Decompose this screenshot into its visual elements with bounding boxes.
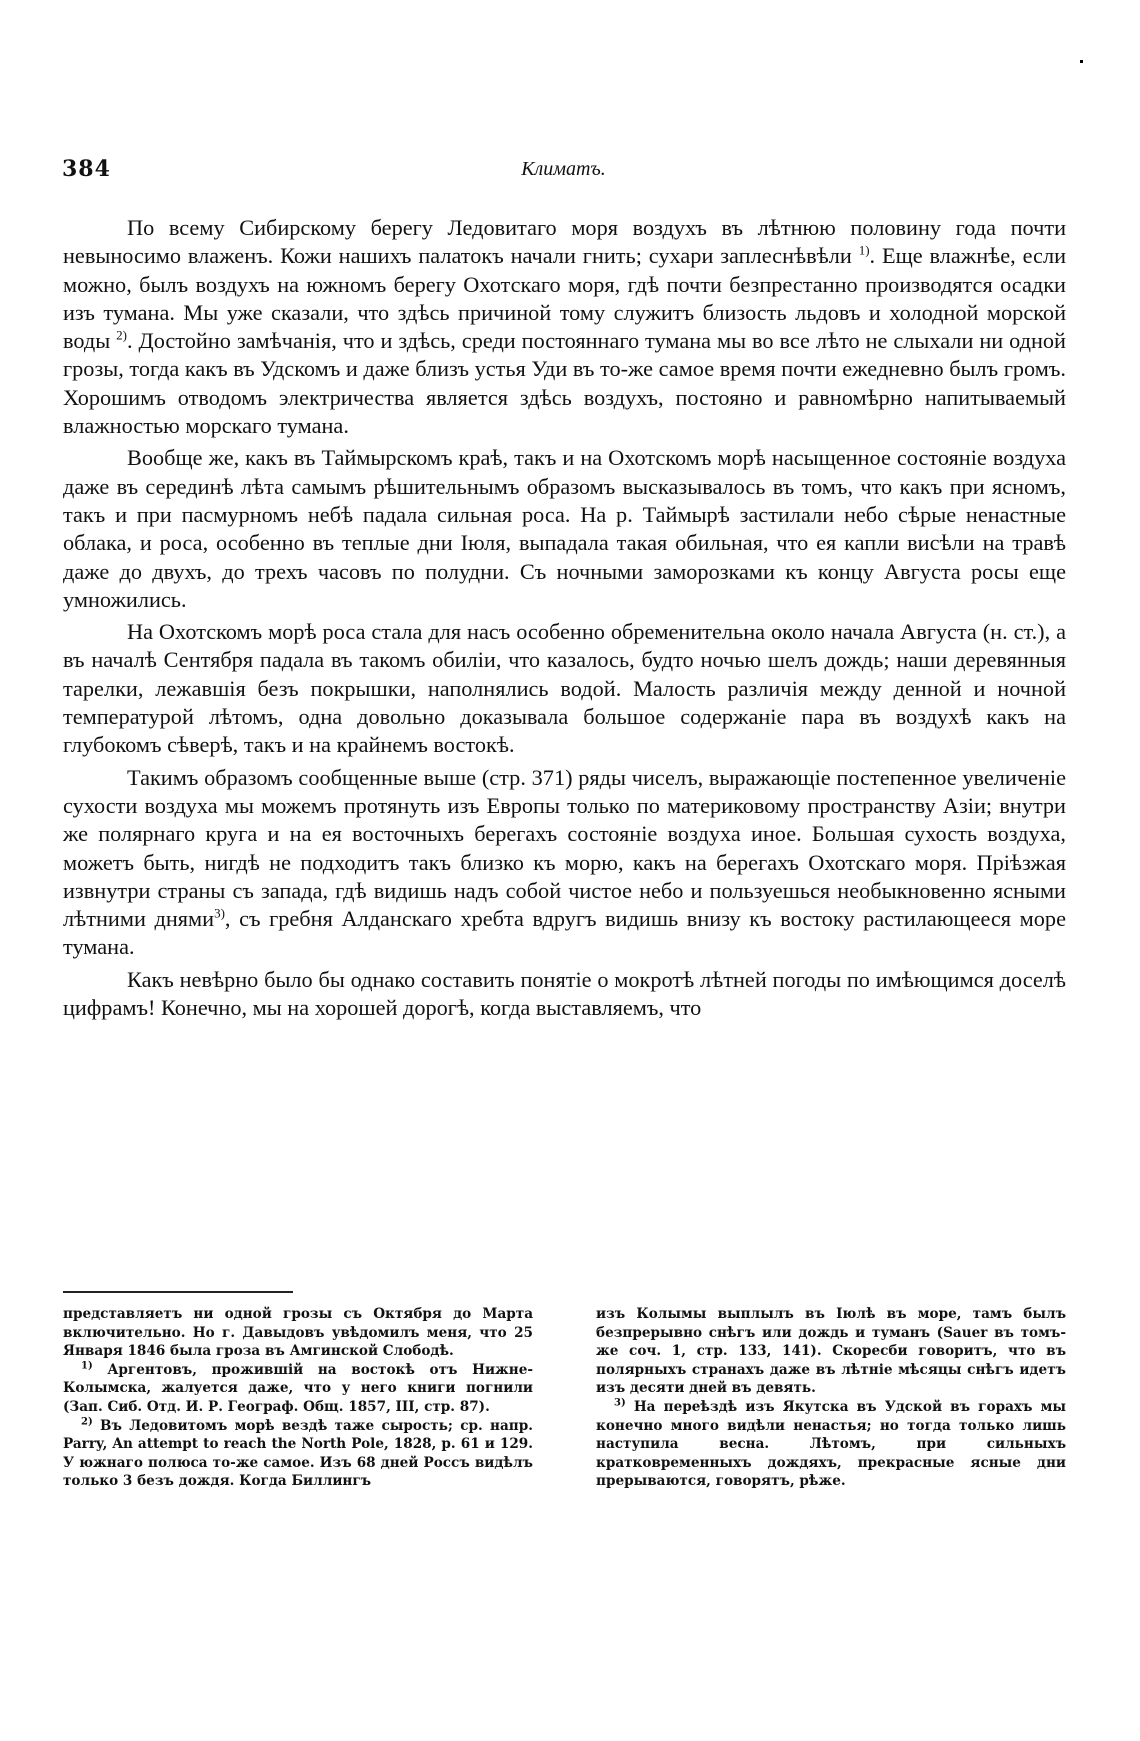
footnote-reference: 3) xyxy=(214,905,225,921)
body-paragraph xyxy=(63,618,1066,759)
paragraph-text: . Еще влажнѣе, если можно, былъ воздухъ на южномъ берегу Охотскаго моря, гдѣ почти безпрестанно производятся осадки изъ тумана. Мы уже сказали, что здѣсь причиной тому служитъ близость льдовъ и холодной морской воды xyxy=(63,243,1066,354)
footnote-marker: 3) xyxy=(614,1397,626,1409)
footnote-marker: 1) xyxy=(81,1360,93,1372)
footnotes-left-column xyxy=(63,1305,533,1491)
page-header xyxy=(62,156,1065,186)
footnote xyxy=(63,1361,533,1417)
footnote-marker: 2) xyxy=(81,1416,93,1428)
paragraph-text: Вообще же, какъ въ Таймырскомъ краѣ, такъ и на Охотскомъ морѣ насыщенное состояніе воздуха даже въ серединѣ лѣта самымъ рѣшительнымъ образомъ высказывалось въ томъ, что какъ при ясномъ, такъ и при пасмурномъ небѣ падала сильная роса. На р. Таймырѣ застилали небо сѣрые ненастные облака, и роса, особенно въ теплые дни Іюля, выпадала такая обильная, что ея капли висѣли на травѣ даже до двухъ, до трехъ часовъ по полудни. Съ ночными заморозками къ концу Августа росы еще умножились. xyxy=(63,445,1066,612)
scan-speck xyxy=(1080,60,1083,63)
footnote-text: представляетъ ни одной грозы съ Октября до Марта включительно. Но г. Давыдовъ увѣдомилъ меня, что 25 Января 1846 была гроза въ Амгинской Слободѣ. xyxy=(63,1306,533,1360)
body-paragraph xyxy=(63,966,1066,1023)
footnote-text: Въ Ледовитомъ морѣ вездѣ таже сырость; ср. напр. Parry, An attempt to reach the North Pole, 1828, p. 61 и 129. У южнаго полюса то-же самое. Изъ 68 дней Россъ видѣлъ только 3 безъ дождя. Когда Биллингъ xyxy=(63,1417,533,1490)
body-paragraph xyxy=(63,764,1066,962)
paragraph-text: На Охотскомъ морѣ роса стала для насъ особенно обременительна около начала Августа (н. ст.), а въ началѣ Сентября падала въ такомъ обиліи, что казалось, будто ночью шелъ дождь; наши деревянныя тарелки, лежавшія безъ покрышки, наполнялись водой. Малость различія между денной и ночной температурой лѣтомъ, одна довольно доказывала большое содержаніе пара въ воздухѣ какъ на глубокомъ сѣверѣ, такъ и на крайнемъ востокѣ. xyxy=(63,619,1066,758)
footnote-text: На переѣздѣ изъ Якутска въ Удской въ горахъ мы конечно много видѣли ненастья; но тогда только лишь наступила весна. Лѣтомъ, при сильныхъ кратковременныхъ дождяхъ, прекрасные ясные дни прерываются, говорятъ, рѣже. xyxy=(596,1398,1066,1490)
running-title: Климатъ. xyxy=(521,158,606,180)
footnote-text: Аргентовъ, прожившій на востокѣ отъ Нижне-Колымска, жалуется даже, что у него книги погнили (Зап. Сиб. Отд. И. Р. Географ. Общ. 1857, III, стр. 87). xyxy=(63,1361,533,1415)
paragraph-text: Такимъ образомъ сообщенные выше (стр. 371) ряды чиселъ, выражающіе постепенное увеличеніе сухости воздуха мы можемъ протянуть изъ Европы только по материковому пространству Азіи; внутри же полярнаго круга и на ея восточныхъ берегахъ состояніе воздуха иное. Большая сухость воздуха, можетъ быть, нигдѣ не подходитъ такъ близко къ морю, какъ на берегахъ Охотскаго моря. Пріѣзжая извнутри страны съ запада, гдѣ видишь надъ собой чистое небо и пользуешься необыкновенно ясными лѣтними днями xyxy=(63,764,1066,932)
footnote-continuation xyxy=(596,1305,1066,1398)
body-paragraph xyxy=(63,214,1066,440)
footnotes-right-column xyxy=(596,1305,1066,1491)
page-number: 384 xyxy=(62,156,111,182)
footnote xyxy=(596,1398,1066,1491)
footnote-text: изъ Колымы выплылъ въ Іюлѣ въ море, тамъ былъ безпрерывно снѣгъ или дождь и туманъ (Sauer въ томъ-же соч. 1, стр. 133, 141). Скоресби говоритъ, что въ полярныхъ странахъ даже въ лѣтніе мѣсяцы снѣгъ идетъ изъ десяти дней въ девять. xyxy=(596,1306,1066,1397)
footnotes xyxy=(63,1305,1066,1491)
paragraph-text: По всему Сибирскому берегу Ледовитаго моря воздухъ въ лѣтнюю половину года почти невыносимо влаженъ. Кожи нашихъ палатокъ начали гнить; сухари заплеснѣвѣли xyxy=(63,215,1066,269)
footnote-reference: 2) xyxy=(116,327,127,343)
body-text xyxy=(63,214,1066,1022)
footnote-continuation xyxy=(63,1305,533,1361)
paragraph-text: . Достойно замѣчанія, что и здѣсь, среди постояннаго тумана мы во все лѣто не слыхали ни одной грозы, тогда какъ въ Удскомъ и даже близъ устья Уди въ то-же самое время почти ежедневно былъ громъ. Хорошимъ отводомъ электричества является здѣсь воздухъ, постояно и равномѣрно напитываемый влажностью морскаго тумана. xyxy=(63,328,1066,439)
paragraph-text: Какъ невѣрно было бы однако составить понятіе о мокротѣ лѣтней погоды по имѣющимся доселѣ цифрамъ! Конечно, мы на хорошей дорогѣ, когда выставляемъ, что xyxy=(63,966,1066,1021)
body-paragraph xyxy=(63,444,1066,614)
footnote-reference: 1) xyxy=(858,242,870,258)
footnote xyxy=(63,1417,533,1491)
footnote-divider xyxy=(63,1291,293,1293)
paragraph-text: , съ гребня Алданскаго хребта вдругъ видишь внизу къ востоку растилающееся море тумана. xyxy=(63,906,1066,960)
